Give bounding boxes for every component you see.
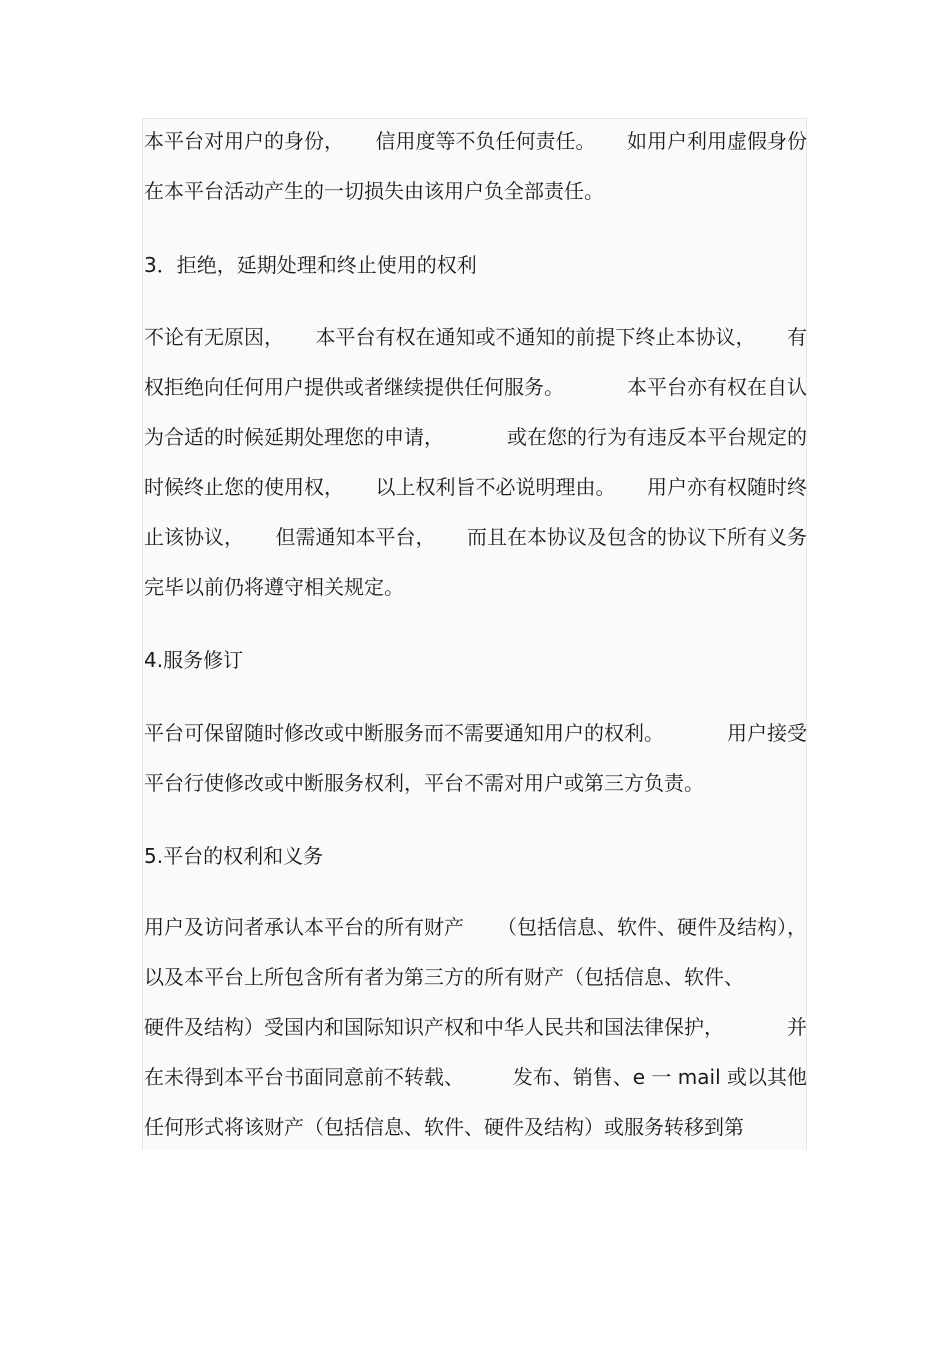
section-4-line xyxy=(144,719,807,747)
text-fragment: （包括信息、软件、硬件及结构）， xyxy=(497,915,807,939)
text-fragment: 并 xyxy=(787,1015,807,1039)
section-5-heading: 5.平台的权利和义务 xyxy=(144,844,324,868)
text-fragment: 用户及访问者承认本平台的所有财产 xyxy=(144,915,464,939)
text-fragment: 本平台有权在通知或不通知的前提下终止本协议， xyxy=(315,325,756,349)
text-fragment: 如用户利用虚假身份 xyxy=(627,129,807,153)
text-fragment: 本平台亦有权在自认 xyxy=(627,375,807,399)
text-fragment: 发布、销售、e 一 mail 或以其他 xyxy=(512,1065,807,1089)
section-3-line xyxy=(144,423,807,451)
text-fragment: 或在您的行为有违反本平台规定的 xyxy=(507,425,807,449)
text-fragment: 信用度等不负任何责任。 xyxy=(375,129,596,153)
text-fragment: 时候终止您的使用权， xyxy=(144,475,344,499)
text-fragment: 平台行使修改或中断服务权利，平台不需对用户或第三方负责。 xyxy=(144,771,704,795)
section-5-line xyxy=(144,1113,807,1141)
section-3-line xyxy=(144,523,807,551)
section-5-line xyxy=(144,1013,807,1041)
text-fragment: 用户接受 xyxy=(727,721,807,745)
text-fragment: 止该协议， xyxy=(144,525,244,549)
text-fragment: 本平台对用户的身份， xyxy=(144,129,344,153)
text-fragment: 以及本平台上所包含所有者为第三方的所有财产（包括信息、软件、 xyxy=(144,965,744,989)
section-3-line xyxy=(144,373,807,401)
section-5-line xyxy=(144,1063,807,1091)
text-fragment: 在未得到本平台书面同意前不转载、 xyxy=(144,1065,464,1089)
section-4-heading: 4.服务修订 xyxy=(144,648,244,672)
text-fragment: 权拒绝向任何用户提供或者继续提供任何服务。 xyxy=(144,375,564,399)
text-fragment: 以上权利旨不必说明理由。 xyxy=(375,475,616,499)
section-3-line xyxy=(144,323,807,351)
text-fragment: 完毕以前仍将遵守相关规定。 xyxy=(144,575,404,599)
section-3-line xyxy=(144,573,807,601)
intro-line-2: 在本平台活动产生的一切损失由该用户负全部责任。 xyxy=(144,179,604,203)
text-fragment: 有 xyxy=(787,325,807,349)
text-fragment: 不论有无原因， xyxy=(144,325,284,349)
text-fragment: 平台可保留随时修改或中断服务而不需要通知用户的权利。 xyxy=(144,721,664,745)
section-3-heading: 3．拒绝，延期处理和终止使用的权利 xyxy=(144,253,477,277)
text-fragment: 任何形式将该财产（包括信息、软件、硬件及结构）或服务转移到第 xyxy=(144,1115,744,1139)
text-fragment: 硬件及结构）受国内和国际知识产权和中华人民共和国法律保护， xyxy=(144,1015,724,1039)
section-3-line xyxy=(144,473,807,501)
section-5-line xyxy=(144,963,807,991)
text-fragment: 而且在本协议及包含的协议下所有义务 xyxy=(467,525,807,549)
text-fragment: 为合适的时候延期处理您的申请， xyxy=(144,425,444,449)
section-4-line xyxy=(144,769,807,797)
section-5-line xyxy=(144,913,807,941)
text-fragment: 但需通知本平台， xyxy=(275,525,436,549)
intro-line-1 xyxy=(144,127,807,155)
text-fragment: 用户亦有权随时终 xyxy=(647,475,807,499)
